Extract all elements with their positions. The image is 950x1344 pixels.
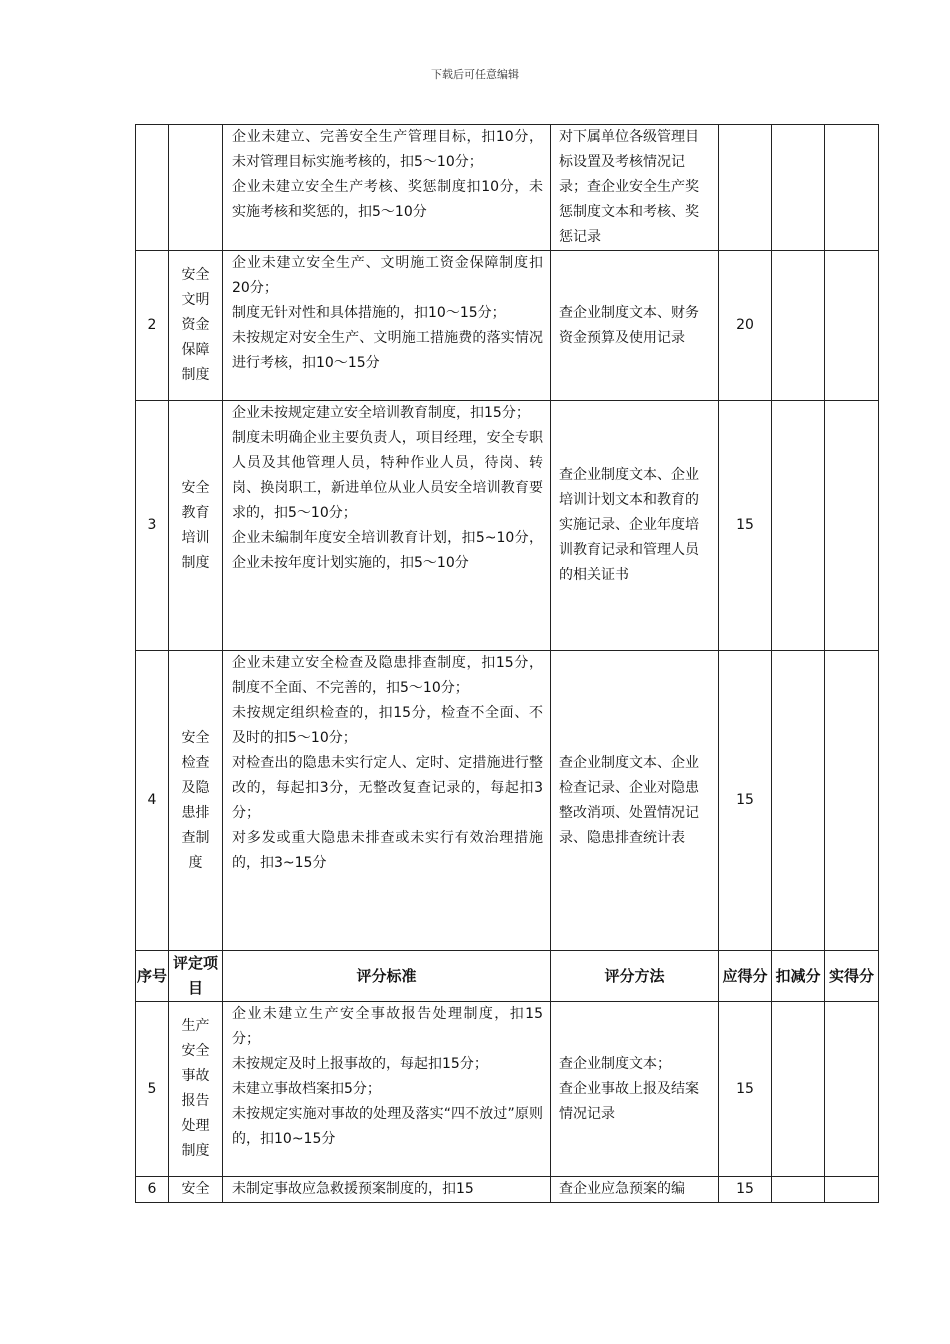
row-actual [825, 651, 879, 951]
table-row [136, 125, 879, 251]
table-header-row [136, 951, 879, 1002]
criteria-line: 企业未建立安全检查及隐患排查制度，扣15分，制度不全面、不完善的，扣5～10分； [232, 655, 543, 696]
row-method [551, 251, 719, 401]
row-deduct [772, 1177, 825, 1203]
method-line: 查企业事故上报及结案情况记录 [559, 1080, 699, 1122]
row-number: 5 [136, 1002, 169, 1177]
header-deduct: 扣减分 [772, 951, 825, 1002]
row-deduct [772, 651, 825, 951]
criteria-line: 对检查出的隐患未实行定人、定时、定措施进行整改的，每起扣3分，无整改复查记录的，每起扣3分； [232, 755, 543, 821]
row-deduct [772, 401, 825, 651]
header-criteria: 评分标准 [223, 951, 551, 1002]
row-score: 15 [719, 651, 772, 951]
method-line: 查企业应急预案的编 [559, 1181, 685, 1197]
row-score: 20 [719, 251, 772, 401]
method-line: 对下属单位各级管理目标设置及考核情况记录；查企业安全生产奖惩制度文本和考核、奖惩记录 [559, 129, 699, 245]
criteria-line: 制度无针对性和具体措施的，扣10～15分； [232, 305, 506, 321]
row-criteria [223, 1177, 551, 1203]
criteria-line: 企业未按规定建立安全培训教育制度，扣15分； [232, 405, 530, 421]
header-score: 应得分 [719, 951, 772, 1002]
row-score [719, 125, 772, 251]
row-criteria [223, 651, 551, 951]
criteria-line: 未建立事故档案扣5分； [232, 1081, 381, 1097]
header-item: 评定项目 [169, 951, 223, 1002]
row-actual [825, 1177, 879, 1203]
row-criteria [223, 401, 551, 651]
criteria-line: 未按规定实施对事故的处理及落实“四不放过”原则的，扣10~15分 [232, 1106, 543, 1147]
table-row [136, 1177, 879, 1203]
row-actual [825, 401, 879, 651]
table-row [136, 1002, 879, 1177]
method-line: 查企业制度文本； [559, 1055, 671, 1072]
row-score: 15 [719, 401, 772, 651]
row-number: 3 [136, 401, 169, 651]
row-score: 15 [719, 1177, 772, 1203]
table-row [136, 651, 879, 951]
row-number: 2 [136, 251, 169, 401]
row-item: 安全教育培训制度 [169, 401, 223, 651]
header-no: 序号 [136, 951, 169, 1002]
table-row [136, 251, 879, 401]
method-line: 查企业制度文本、财务资金预算及使用记录 [559, 304, 699, 346]
row-criteria [223, 125, 551, 251]
row-score: 15 [719, 1002, 772, 1177]
row-method [551, 401, 719, 651]
row-item: 安全检查及隐患排查制度 [169, 651, 223, 951]
criteria-line: 未按规定对安全生产、文明施工措施费的落实情况进行考核，扣10～15分 [232, 330, 543, 371]
row-deduct [772, 125, 825, 251]
row-deduct [772, 1002, 825, 1177]
row-actual [825, 125, 879, 251]
table-row [136, 401, 879, 651]
criteria-line: 企业未建立、完善安全生产管理目标，扣10分，未对管理目标实施考核的，扣5～10分； [232, 129, 543, 170]
row-item [169, 125, 223, 251]
header-method: 评分方法 [551, 951, 719, 1002]
row-actual [825, 251, 879, 401]
row-number: 6 [136, 1177, 169, 1203]
row-method [551, 1177, 719, 1203]
row-actual [825, 1002, 879, 1177]
row-item: 安全文明资金保障制度 [169, 251, 223, 401]
row-deduct [772, 251, 825, 401]
header-actual: 实得分 [825, 951, 879, 1002]
criteria-line: 未按规定组织检查的，扣15分，检查不全面、不及时的扣5～10分； [232, 705, 543, 746]
criteria-line: 未制定事故应急救援预案制度的，扣15 [232, 1181, 474, 1197]
row-item: 安全 [169, 1177, 223, 1203]
criteria-line: 企业未编制年度安全培训教育计划，扣5~10分，企业未按年度计划实施的，扣5～10分 [232, 530, 543, 571]
criteria-line: 未按规定及时上报事故的，每起扣15分； [232, 1056, 488, 1072]
row-method [551, 651, 719, 951]
row-criteria [223, 251, 551, 401]
row-method [551, 125, 719, 251]
criteria-line: 企业未建立安全生产考核、奖惩制度扣10分，未实施考核和奖惩的，扣5～10分 [232, 179, 543, 220]
method-line: 查企业制度文本、企业培训计划文本和教育的实施记录、企业年度培训教育记录和管理人员的相关证书 [559, 467, 699, 583]
criteria-line: 企业未建立生产安全事故报告处理制度，扣15分； [232, 1006, 543, 1047]
row-item: 生产安全事故报告处理制度 [169, 1002, 223, 1177]
row-number: 4 [136, 651, 169, 951]
method-line: 查企业制度文本、企业检查记录、企业对隐患整改消项、处置情况记录、隐患排查统计表 [559, 754, 699, 846]
row-method [551, 1002, 719, 1177]
evaluation-table [135, 124, 879, 1203]
row-number [136, 125, 169, 251]
criteria-line: 企业未建立安全生产、文明施工资金保障制度扣20分； [232, 255, 543, 296]
criteria-line: 对多发或重大隐患未排查或未实行有效治理措施的，扣3~15分 [232, 830, 543, 871]
header-note: 下载后可任意编辑 [431, 68, 519, 81]
criteria-line: 制度未明确企业主要负责人，项目经理，安全专职人员及其他管理人员，特种作业人员，待岗、转岗、换岗职工，新进单位从业人员安全培训教育要求的，扣5～10分； [232, 430, 543, 521]
row-criteria [223, 1002, 551, 1177]
